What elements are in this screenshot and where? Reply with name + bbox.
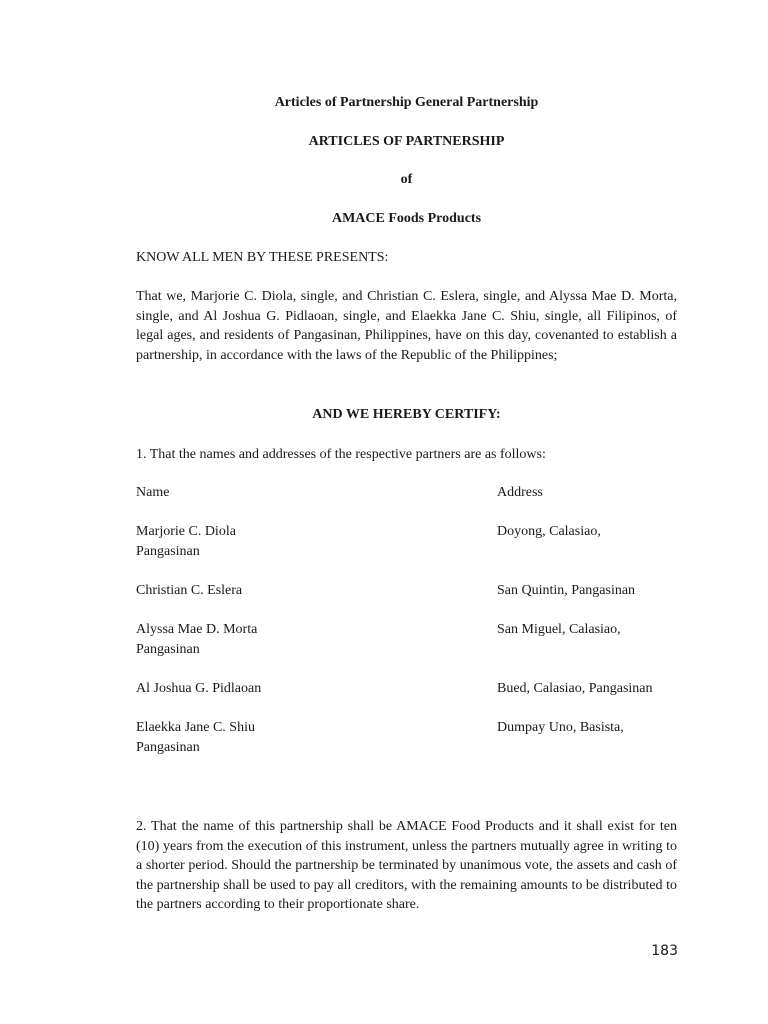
partner-name-1: Marjorie C. Diola (136, 524, 236, 539)
partner-address-4: Bued, Calasiao, Pangasinan (497, 681, 653, 696)
clause-1: 1. That the names and addresses of the respective partners are as follows: (136, 447, 546, 462)
intro-paragraph: That we, Marjorie C. Diola, single, and Christian C. Eslera, single, and Alyssa Mae D. Morta, single, and Al Joshua G. Pidlaoan, single, and Elaekka Jane C. Shiu, single, all Filipinos, of legal ages, and residents of Pangasinan, Philippines, have on this day, covenanted to establish a partnership, in accordance with the laws of the Republic of the Philippines; (136, 289, 677, 363)
of-heading: of (400, 172, 413, 187)
partner-name-5: Elaekka Jane C. Shiu (136, 720, 255, 735)
page-number: 183 (651, 943, 678, 959)
partner-address-continuation-1: Pangasinan (136, 544, 200, 559)
partner-address-continuation-5: Pangasinan (136, 740, 200, 755)
partner-address-2: San Quintin, Pangasinan (497, 583, 636, 598)
know-all-men-line: KNOW ALL MEN BY THESE PRESENTS: (136, 250, 389, 265)
partner-name-3: Alyssa Mae D. Morta (136, 622, 258, 637)
partner-address-continuation-3: Pangasinan (136, 642, 200, 657)
document-title: Articles of Partnership General Partnership (274, 95, 539, 110)
address-column-header: Address (497, 485, 543, 500)
partner-address-3: San Miguel, Calasiao, (497, 622, 621, 637)
partner-name-2: Christian C. Eslera (136, 583, 243, 598)
company-heading: AMACE Foods Products (331, 211, 482, 226)
name-column-header: Name (136, 485, 170, 500)
certify-heading: AND WE HEREBY CERTIFY: (312, 407, 501, 422)
clause-2-paragraph: 2. That the name of this partnership shall be AMACE Food Products and it shall exist for ten (10) years from the execution of this instrument, unless the partners mutually agree in writing to a shorter period. Should the partnership be terminated by unanimous vote, the assets and cash of the partnership shall be used to pay all creditors, with the remaining amounts to be distributed to the partners according to their proportionate share. (136, 819, 677, 912)
partner-address-1: Doyong, Calasiao, (497, 524, 601, 539)
partner-address-5: Dumpay Uno, Basista, (497, 720, 624, 735)
partner-name-4: Al Joshua G. Pidlaoan (136, 681, 262, 696)
articles-heading: ARTICLES OF PARTNERSHIP (308, 134, 505, 149)
